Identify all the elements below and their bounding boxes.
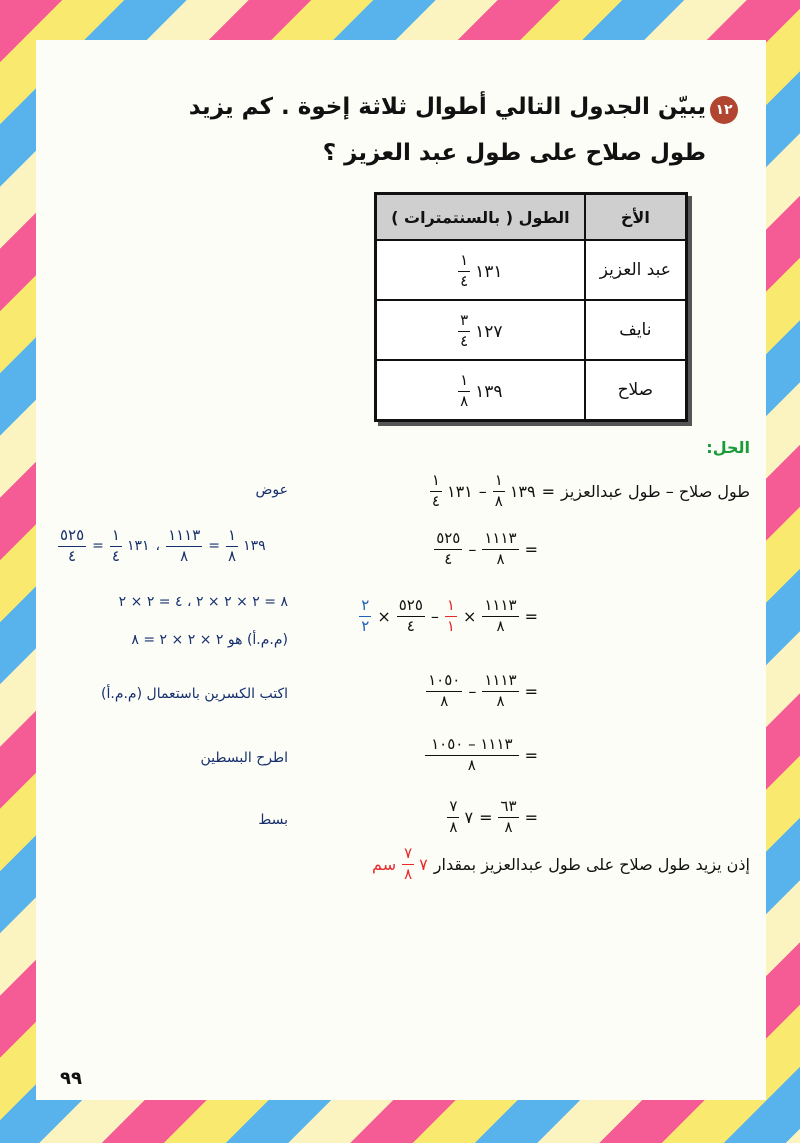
name-cell: عبد العزيز [585, 240, 687, 300]
solution-line-4: ١٠٥٠ ٨ – ١١١٣ ٨ = [428, 671, 538, 710]
heights-table [374, 192, 688, 422]
page-number: ٩٩ [60, 1068, 82, 1089]
question-line-2: طول صلاح على طول عبد العزيز ؟ [322, 140, 706, 166]
solution-line-6: ٧ ٨ ٧ = ٦٣ ٨ = [449, 797, 538, 836]
solution-label: الحل: [706, 438, 750, 457]
height-cell: ٣ ٤ ١٢٧ [376, 300, 585, 360]
table-header-row [376, 194, 687, 241]
name-cell: نايف [585, 300, 687, 360]
solution-line-3: ٢ ٢ × ٥٢٥ ٤ – ١ ١ × ١١١٣ ٨ = [361, 596, 538, 635]
question-number-badge: ١٢ [710, 96, 738, 124]
height-cell: ١ ٤ ١٣١ [376, 240, 585, 300]
note-prime-factors: ٨ = ٢ × ٢ × ٢ ، ٤ = ٢ × ٢ [118, 594, 288, 610]
height-cell: ١ ٨ ١٣٩ [376, 360, 585, 421]
header-height: الطول ( بالسنتمترات ) [376, 194, 585, 241]
note-simplify: بسط [258, 812, 288, 828]
fraction: ٣ ٤ [460, 311, 469, 350]
table-row [376, 360, 687, 421]
table-row [376, 240, 687, 300]
solution-line-5: ١١١٣ – ١٠٥٠ ٨ = [425, 734, 538, 774]
fraction: ١ ٤ [460, 251, 469, 290]
solution-line-2: ٥٢٥ ٤ – ١١١٣ ٨ = [436, 529, 538, 568]
name-cell: صلاح [585, 360, 687, 421]
note-convert-mixed: ٥٢٥ ٤ = ١ ٤ ١٣١ ، ١١١٣ ٨ = ١ ٨ ١٣٩ [60, 526, 266, 565]
table-row [376, 300, 687, 360]
note-lcm: (م.م.أ) هو ٢ × ٢ × ٢ = ٨ [131, 632, 288, 648]
note-subtract: اطرح البسطين [200, 750, 288, 766]
solution-line-1: ١ ٤ ١٣١ – ١ ٨ ١٣٩ = طول صلاح – طول عبدالعزيز [431, 471, 750, 510]
header-brother: الأخ [585, 194, 687, 241]
fraction: ١ ٨ [460, 371, 469, 410]
note-rewrite-lcm: اكتب الكسرين باستعمال (م.م.أ) [101, 686, 288, 702]
note-substitute: عوض [255, 482, 288, 498]
question-line-1: يبيّن الجدول التالي أطوال ثلاثة إخوة . كم يزيد [188, 94, 706, 120]
conclusion-line: سم ٧ ٨ ٧ إذن يزيد طول صلاح على طول عبدالعزيز بمقدار [372, 844, 750, 883]
